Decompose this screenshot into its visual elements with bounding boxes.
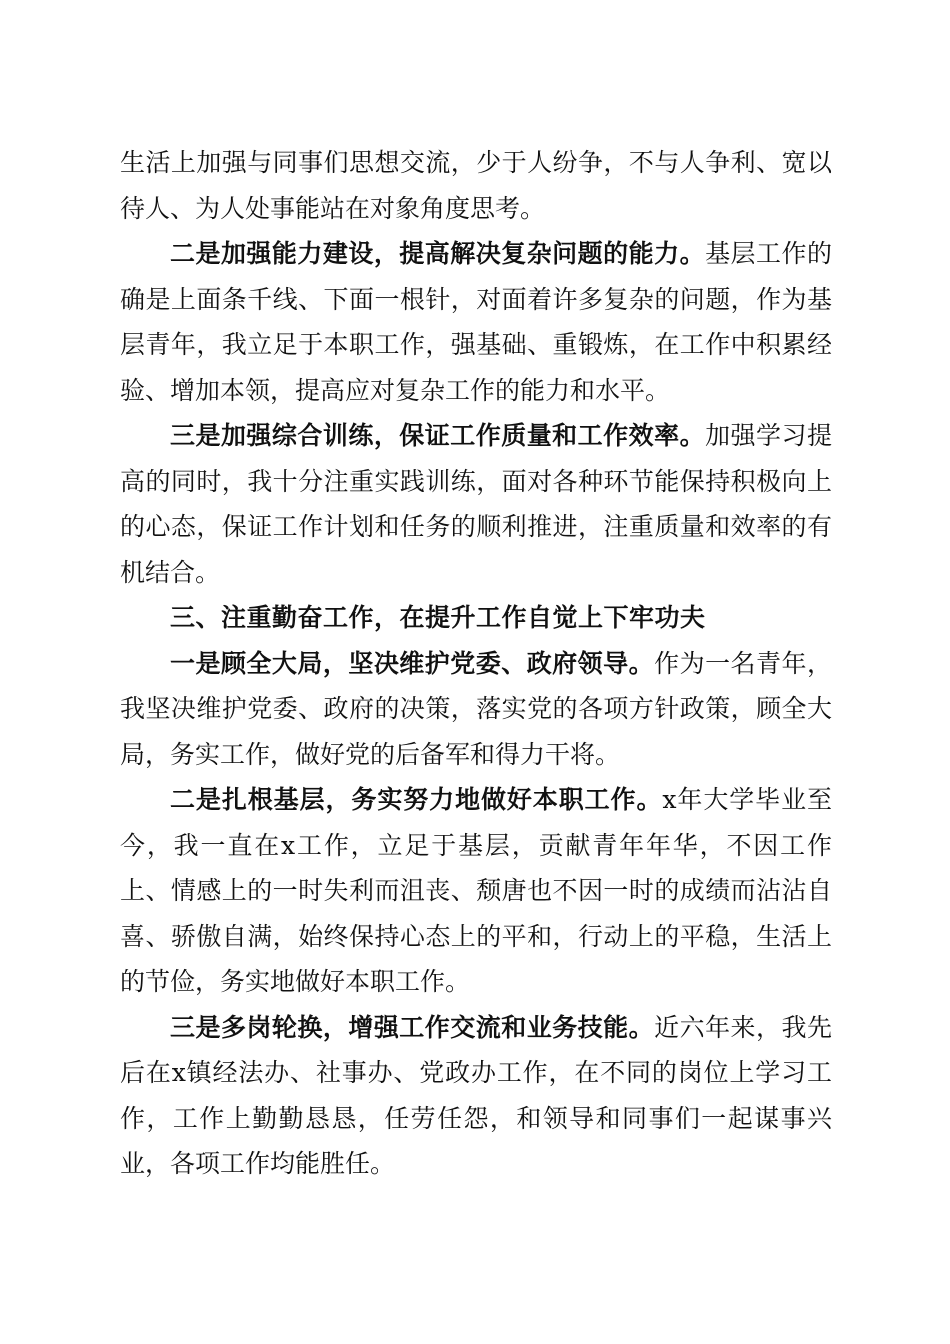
paragraph-training [120, 413, 832, 595]
paragraph-overall-situation [120, 641, 832, 778]
section-heading: 三、注重勤奋工作，在提升工作自觉上下牢功夫 [170, 603, 706, 632]
paragraph-continuation [120, 140, 832, 231]
paragraph-body: 生活上加强与同事们思想交流，少于人纷争，不与人争利、宽以待人、为人处事能站在对象角度思考。 [120, 148, 832, 223]
paragraph-body: 基层工作的确是上面条千线、下面一根针，对面着许多复杂的问题，作为基层青年，我立足于本职工作，强基础、重锻炼，在工作中积累经验、增加本领，提高应对复杂工作的能力和水平。 [120, 239, 832, 405]
paragraph-grassroots [120, 777, 832, 1005]
paragraph-lead: 三是加强综合训练，保证工作质量和工作效率。 [170, 421, 706, 450]
paragraph-lead: 一是顾全大局，坚决维护党委、政府领导。 [170, 648, 655, 678]
paragraph-ability-building [120, 231, 832, 413]
paragraph-lead: 二是加强能力建设，提高解决复杂问题的能力。 [170, 239, 706, 268]
paragraph-body: x年大学毕业至今，我一直在x工作，立足于基层，贡献青年年华，不因工作上、情感上的一时失利而沮丧、颓唐也不因一时的成绩而沾沾自喜、骄傲自满，始终保持心态上的平和，行动上的平稳，生活上的节俭，务实地做好本职工作。 [120, 785, 832, 996]
paragraph-body: 加强学习提高的同时，我十分注重实践训练，面对各种环节能保持积极向上的心态，保证工作计划和任务的顺利推进，注重质量和效率的有机结合。 [120, 421, 832, 587]
document-body [120, 140, 832, 1187]
paragraph-body: 近六年来，我先后在x镇经法办、社事办、党政办工作，在不同的岗位上学习工作，工作上勤勤恳恳，任劳任怨，和领导和同事们一起谋事兴业，各项工作均能胜任。 [120, 1012, 832, 1178]
paragraph-lead: 二是扎根基层，务实努力地做好本职工作。 [170, 785, 663, 814]
paragraph-job-rotation [120, 1005, 832, 1187]
paragraph-body: 作为一名青年，我坚决维护党委、政府的决策，落实党的各项方针政策，顾全大局，务实工作，做好党的后备军和得力干将。 [120, 648, 832, 769]
paragraph-lead: 三是多岗轮换，增强工作交流和业务技能。 [170, 1012, 655, 1042]
